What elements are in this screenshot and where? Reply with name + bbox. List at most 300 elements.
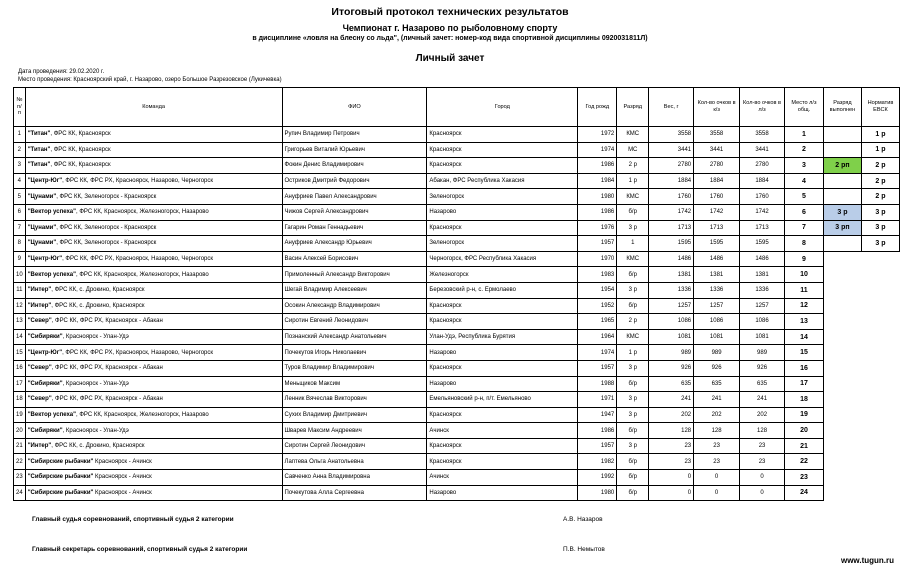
weight-cell: 23 — [649, 454, 694, 470]
empty-cell — [861, 438, 899, 454]
athlete-name-cell: Познанский Александр Анатольевич — [282, 329, 427, 345]
table-row — [14, 392, 900, 408]
championship-title: Чемпионат г. Назарово по рыболовному спорту — [342, 23, 558, 33]
empty-cell — [861, 251, 899, 267]
team-name: "Вектор успеха" — [27, 271, 76, 278]
table-row — [14, 454, 900, 470]
team-cell — [25, 204, 282, 220]
team-cell — [25, 158, 282, 174]
rank-cell: 1 р — [617, 345, 649, 361]
team-name: "Сибиряки" — [27, 427, 63, 434]
secretary-name: П.В. Немытов — [563, 546, 605, 553]
norm-cell: 1 р — [861, 127, 899, 143]
rank-achieved-cell: 2 рп — [823, 158, 861, 174]
athlete-name-cell: Гагарин Роман Геннадьевич — [282, 220, 427, 236]
table-row — [14, 127, 900, 143]
weight-cell: 1760 — [649, 189, 694, 205]
place-cell: 18 — [785, 392, 824, 408]
team-points-cell: 1760 — [694, 189, 740, 205]
city-cell: Емельяновский р-н, п/т. Емельяново — [427, 392, 578, 408]
empty-cell — [823, 251, 861, 267]
team-cell — [25, 251, 282, 267]
weight-cell: 635 — [649, 376, 694, 392]
birth-year-cell: 1988 — [578, 376, 617, 392]
athlete-name-cell: Савченко Анна Владимировна — [282, 470, 427, 486]
athlete-name-cell: Ленник Вячеслав Викторович — [282, 392, 427, 408]
empty-cell — [861, 454, 899, 470]
personal-points-cell: 128 — [740, 423, 785, 439]
norm-cell: 2 р — [861, 189, 899, 205]
birth-year-cell: 1974 — [578, 345, 617, 361]
table-row — [14, 236, 900, 252]
empty-cell — [823, 470, 861, 486]
birth-year-cell: 1957 — [578, 360, 617, 376]
place-cell: 3 — [785, 158, 824, 174]
norm-cell: 3 р — [861, 204, 899, 220]
team-points-cell: 241 — [694, 392, 740, 408]
norm-cell: 2 р — [861, 158, 899, 174]
city-cell: Красноярск — [427, 407, 578, 423]
personal-points-cell: 1486 — [740, 251, 785, 267]
weight-cell: 202 — [649, 407, 694, 423]
column-header: Кол-во очков в л/з — [740, 88, 785, 127]
city-cell: Ачинск — [427, 423, 578, 439]
weight-cell: 0 — [649, 470, 694, 486]
rank-cell: 3 р — [617, 360, 649, 376]
empty-cell — [861, 329, 899, 345]
weight-cell: 1884 — [649, 173, 694, 189]
table-body — [14, 127, 900, 501]
row-number-cell: 18 — [14, 392, 26, 408]
city-cell: Красноярск — [427, 142, 578, 158]
team-details: , ФРС КК, Зеленогорск - Красноярск — [56, 193, 157, 200]
column-header: Разряд выполнен — [823, 88, 861, 127]
empty-cell — [861, 407, 899, 423]
rank-cell: б/р — [617, 267, 649, 283]
place-cell: 20 — [785, 423, 824, 439]
birth-year-cell: 1986 — [578, 204, 617, 220]
team-cell — [25, 360, 282, 376]
personal-points-cell: 1742 — [740, 204, 785, 220]
team-cell — [25, 423, 282, 439]
event-place: Место проведения: Красноярский край, г. Назарово, озеро Большое Разрезовское (Лукичевка) — [18, 77, 282, 83]
team-points-cell: 1486 — [694, 251, 740, 267]
city-cell: Железногорск — [427, 267, 578, 283]
column-header: Место л/з общ. — [785, 88, 824, 127]
birth-year-cell: 1984 — [578, 173, 617, 189]
team-details: , ФРС КК, ФРС РХ, Красноярск - Абакан — [51, 396, 163, 403]
column-header: Норматив ЕВСК — [861, 88, 899, 127]
team-points-cell: 3441 — [694, 142, 740, 158]
personal-points-cell: 1884 — [740, 173, 785, 189]
weight-cell: 1086 — [649, 314, 694, 330]
team-details: , ФРС КК, с. Дрокино, Красноярск — [51, 302, 145, 309]
team-points-cell: 1742 — [694, 204, 740, 220]
table-row — [14, 142, 900, 158]
birth-year-cell: 1952 — [578, 298, 617, 314]
weight-cell: 1742 — [649, 204, 694, 220]
place-cell: 23 — [785, 470, 824, 486]
place-cell: 16 — [785, 360, 824, 376]
weight-cell: 1713 — [649, 220, 694, 236]
row-number-cell: 23 — [14, 470, 26, 486]
results-table — [13, 87, 900, 501]
empty-cell — [823, 298, 861, 314]
row-number-cell: 15 — [14, 345, 26, 361]
birth-year-cell: 1964 — [578, 329, 617, 345]
team-points-cell: 989 — [694, 345, 740, 361]
team-name: "Интер" — [27, 287, 52, 294]
column-header: Вес, г — [649, 88, 694, 127]
place-cell: 24 — [785, 485, 824, 501]
row-number-cell: 22 — [14, 454, 26, 470]
team-name: "Север" — [27, 365, 52, 372]
personal-points-cell: 202 — [740, 407, 785, 423]
team-name: "Интер" — [27, 302, 52, 309]
team-details: , ФРС КК, ФРС РХ, Красноярск, Назарово, Черногорск — [62, 256, 214, 263]
weight-cell: 1257 — [649, 298, 694, 314]
empty-cell — [823, 485, 861, 501]
birth-year-cell: 1972 — [578, 127, 617, 143]
norm-cell: 1 р — [861, 142, 899, 158]
rank-cell: 3 р — [617, 220, 649, 236]
personal-points-cell: 2780 — [740, 158, 785, 174]
column-header: Год рожд — [578, 88, 617, 127]
team-points-cell: 1257 — [694, 298, 740, 314]
section-title: Личный зачет — [415, 53, 485, 64]
athlete-name-cell: Фокин Денис Владимирович — [282, 158, 427, 174]
table-row — [14, 298, 900, 314]
city-cell: Назарово — [427, 376, 578, 392]
place-cell: 17 — [785, 376, 824, 392]
row-number-cell: 21 — [14, 438, 26, 454]
empty-cell — [823, 407, 861, 423]
birth-year-cell: 1957 — [578, 438, 617, 454]
city-cell: Зеленогорск — [427, 236, 578, 252]
team-name: "Вектор успеха" — [27, 411, 76, 418]
team-cell — [25, 438, 282, 454]
birth-year-cell: 1947 — [578, 407, 617, 423]
place-cell: 5 — [785, 189, 824, 205]
city-cell: Улан-Удэ, Республика Бурятия — [427, 329, 578, 345]
table-row — [14, 189, 900, 205]
birth-year-cell: 1980 — [578, 485, 617, 501]
column-header: Команда — [25, 88, 282, 127]
athlete-name-cell: Почекутова Алла Сергеевна — [282, 485, 427, 501]
row-number-cell: 17 — [14, 376, 26, 392]
empty-cell — [823, 360, 861, 376]
row-number-cell: 14 — [14, 329, 26, 345]
city-cell: Красноярск — [427, 314, 578, 330]
rank-achieved-cell — [823, 173, 861, 189]
team-cell — [25, 142, 282, 158]
column-header: № п/п — [14, 88, 26, 127]
team-points-cell: 2780 — [694, 158, 740, 174]
team-name: "Титан" — [27, 146, 51, 153]
team-cell — [25, 127, 282, 143]
column-header: Разряд — [617, 88, 649, 127]
table-row — [14, 173, 900, 189]
team-details: , ФРС КК, Зеленогорск - Красноярск — [56, 240, 157, 247]
norm-cell: 3 р — [861, 236, 899, 252]
team-details: , ФРС КК, Красноярск — [50, 162, 111, 169]
team-name: "Сибиряки" — [27, 334, 63, 341]
column-header: Город — [427, 88, 578, 127]
empty-cell — [861, 345, 899, 361]
team-points-cell: 202 — [694, 407, 740, 423]
rank-cell: 3 р — [617, 407, 649, 423]
table-row — [14, 407, 900, 423]
table-header-row — [14, 88, 900, 127]
rank-achieved-cell — [823, 189, 861, 205]
place-cell: 10 — [785, 267, 824, 283]
rank-cell: КМС — [617, 127, 649, 143]
birth-year-cell: 1970 — [578, 251, 617, 267]
table-row — [14, 158, 900, 174]
team-details: Красноярск - Ачинск — [93, 474, 152, 481]
weight-cell: 1336 — [649, 282, 694, 298]
personal-points-cell: 23 — [740, 438, 785, 454]
team-cell — [25, 376, 282, 392]
athlete-name-cell: Ануфриев Александр Юрьевич — [282, 236, 427, 252]
weight-cell: 926 — [649, 360, 694, 376]
team-points-cell: 635 — [694, 376, 740, 392]
weight-cell: 1595 — [649, 236, 694, 252]
team-cell — [25, 407, 282, 423]
place-cell: 6 — [785, 204, 824, 220]
team-cell — [25, 189, 282, 205]
empty-cell — [823, 282, 861, 298]
team-details: Красноярск - Ачинск — [93, 458, 152, 465]
personal-points-cell: 1257 — [740, 298, 785, 314]
team-points-cell: 1713 — [694, 220, 740, 236]
team-details: Красноярск - Ачинск — [93, 489, 152, 496]
team-name: "Титан" — [27, 131, 51, 138]
team-cell — [25, 392, 282, 408]
team-name: "Цунами" — [27, 240, 57, 247]
weight-cell: 128 — [649, 423, 694, 439]
team-name: "Титан" — [27, 162, 51, 169]
team-name: "Интер" — [27, 443, 52, 450]
empty-cell — [861, 282, 899, 298]
team-details: , ФРС КК, Красноярск, Железногорск, Назарово — [76, 411, 209, 418]
personal-points-cell: 3558 — [740, 127, 785, 143]
birth-year-cell: 1980 — [578, 189, 617, 205]
team-name: "Сибирские рыбачки" — [27, 458, 94, 465]
personal-points-cell: 1336 — [740, 282, 785, 298]
table-row — [14, 329, 900, 345]
rank-achieved-cell — [823, 236, 861, 252]
place-cell: 4 — [785, 173, 824, 189]
place-cell: 7 — [785, 220, 824, 236]
team-name: "Север" — [27, 396, 52, 403]
row-number-cell: 20 — [14, 423, 26, 439]
empty-cell — [861, 376, 899, 392]
team-cell — [25, 282, 282, 298]
team-points-cell: 1336 — [694, 282, 740, 298]
empty-cell — [861, 314, 899, 330]
birth-year-cell: 1957 — [578, 236, 617, 252]
team-name: "Центр-Юг" — [27, 178, 63, 185]
team-details: , ФРС КК, ФРС РХ, Красноярск - Абакан — [51, 365, 163, 372]
rank-cell: б/р — [617, 454, 649, 470]
weight-cell: 3441 — [649, 142, 694, 158]
empty-cell — [823, 423, 861, 439]
team-name: "Центр-Юг" — [27, 256, 63, 263]
rank-cell: б/р — [617, 376, 649, 392]
rank-achieved-cell: 3 р — [823, 204, 861, 220]
team-details: , ФРС КК, Красноярск, Железногорск, Назарово — [76, 271, 209, 278]
judge-name: А.В. Назаров — [563, 516, 603, 523]
weight-cell: 989 — [649, 345, 694, 361]
rank-achieved-cell — [823, 127, 861, 143]
team-points-cell: 128 — [694, 423, 740, 439]
rank-cell: 3 р — [617, 392, 649, 408]
team-details: , ФРС КК, ФРС РХ, Красноярск - Абакан — [51, 318, 163, 325]
athlete-name-cell: Сиротин Евгений Леонидович — [282, 314, 427, 330]
weight-cell: 1486 — [649, 251, 694, 267]
team-points-cell: 926 — [694, 360, 740, 376]
city-cell: Назарово — [427, 204, 578, 220]
discipline-line: в дисциплине «ловля на блесну со льда", (личный зачет: номер-код вида спортивной дисциплины 0920031811Л) — [252, 35, 648, 42]
birth-year-cell: 1965 — [578, 314, 617, 330]
athlete-name-cell: Ануфриев Павел Александрович — [282, 189, 427, 205]
athlete-name-cell: Остриков Дмитрий Федорович — [282, 173, 427, 189]
rank-cell: б/р — [617, 423, 649, 439]
row-number-cell: 6 — [14, 204, 26, 220]
team-name: "Сибиряки" — [27, 380, 63, 387]
row-number-cell: 12 — [14, 298, 26, 314]
city-cell: Назарово — [427, 345, 578, 361]
table-row — [14, 204, 900, 220]
rank-cell: 2 р — [617, 158, 649, 174]
city-cell: Ачинск — [427, 470, 578, 486]
place-cell: 1 — [785, 127, 824, 143]
row-number-cell: 3 — [14, 158, 26, 174]
watermark: www.tugun.ru — [840, 556, 894, 565]
personal-points-cell: 1381 — [740, 267, 785, 283]
athlete-name-cell: Лаптева Ольга Анатольевна — [282, 454, 427, 470]
rank-cell: б/р — [617, 470, 649, 486]
personal-points-cell: 1086 — [740, 314, 785, 330]
personal-points-cell: 1081 — [740, 329, 785, 345]
empty-cell — [861, 392, 899, 408]
team-points-cell: 23 — [694, 454, 740, 470]
rank-cell: 3 р — [617, 282, 649, 298]
empty-cell — [861, 360, 899, 376]
city-cell: Абакан, ФРС Республика Хакасия — [427, 173, 578, 189]
rank-cell: 1 р — [617, 173, 649, 189]
rank-cell: КМС — [617, 329, 649, 345]
place-cell: 9 — [785, 251, 824, 267]
team-cell — [25, 236, 282, 252]
city-cell: Зеленогорск — [427, 189, 578, 205]
team-cell — [25, 454, 282, 470]
table-row — [14, 376, 900, 392]
athlete-name-cell: Туров Владимир Владимирович — [282, 360, 427, 376]
empty-cell — [861, 298, 899, 314]
table-row — [14, 267, 900, 283]
personal-points-cell: 989 — [740, 345, 785, 361]
team-details: , ФРС КК, с. Дрокино, Красноярск — [51, 287, 145, 294]
weight-cell: 23 — [649, 438, 694, 454]
team-points-cell: 1086 — [694, 314, 740, 330]
team-cell — [25, 329, 282, 345]
team-cell — [25, 267, 282, 283]
team-cell — [25, 470, 282, 486]
city-cell: Черногорск, ФРС Республика Хакасия — [427, 251, 578, 267]
team-name: "Цунами" — [27, 193, 57, 200]
team-name: "Сибирские рыбачки" — [27, 489, 94, 496]
table-row — [14, 470, 900, 486]
city-cell: Березовский р-н, с. Ермолаево — [427, 282, 578, 298]
team-points-cell: 1595 — [694, 236, 740, 252]
birth-year-cell: 1983 — [578, 267, 617, 283]
empty-cell — [823, 438, 861, 454]
rank-cell: КМС — [617, 189, 649, 205]
city-cell: Красноярск — [427, 454, 578, 470]
weight-cell: 241 — [649, 392, 694, 408]
weight-cell: 0 — [649, 485, 694, 501]
weight-cell: 1081 — [649, 329, 694, 345]
athlete-name-cell: Меньщиков Максим — [282, 376, 427, 392]
birth-year-cell: 1986 — [578, 158, 617, 174]
table-row — [14, 423, 900, 439]
personal-points-cell: 0 — [740, 485, 785, 501]
city-cell: Красноярск — [427, 127, 578, 143]
empty-cell — [823, 376, 861, 392]
table-row — [14, 485, 900, 501]
rank-cell: б/р — [617, 485, 649, 501]
table-row — [14, 220, 900, 236]
athlete-name-cell: Сухих Владимир Дмитриевич — [282, 407, 427, 423]
weight-cell: 1381 — [649, 267, 694, 283]
team-cell — [25, 173, 282, 189]
team-points-cell: 0 — [694, 485, 740, 501]
birth-year-cell: 1986 — [578, 423, 617, 439]
rank-cell: 2 р — [617, 314, 649, 330]
athlete-name-cell: Рупич Владимир Петрович — [282, 127, 427, 143]
personal-points-cell: 0 — [740, 470, 785, 486]
city-cell: Красноярск — [427, 360, 578, 376]
table-row — [14, 360, 900, 376]
team-cell — [25, 220, 282, 236]
column-header: ФИО — [282, 88, 427, 127]
rank-cell: 1 — [617, 236, 649, 252]
table-row — [14, 314, 900, 330]
place-cell: 19 — [785, 407, 824, 423]
athlete-name-cell: Примоленный Александр Викторович — [282, 267, 427, 283]
row-number-cell: 24 — [14, 485, 26, 501]
empty-cell — [823, 454, 861, 470]
rank-cell: б/р — [617, 298, 649, 314]
team-details: , ФРС КК, Красноярск, Железногорск, Назарово — [76, 209, 209, 216]
birth-year-cell: 1954 — [578, 282, 617, 298]
team-points-cell: 23 — [694, 438, 740, 454]
rank-cell: б/р — [617, 204, 649, 220]
athlete-name-cell: Сиротин Сергей Леонидович — [282, 438, 427, 454]
team-points-cell: 1884 — [694, 173, 740, 189]
row-number-cell: 8 — [14, 236, 26, 252]
table-row — [14, 251, 900, 267]
athlete-name-cell: Шегай Владимир Алексеевич — [282, 282, 427, 298]
team-points-cell: 1081 — [694, 329, 740, 345]
birth-year-cell: 1982 — [578, 454, 617, 470]
athlete-name-cell: Васин Алексей Борисович — [282, 251, 427, 267]
team-name: "Центр-Юг" — [27, 349, 63, 356]
city-cell: Красноярск — [427, 438, 578, 454]
empty-cell — [861, 267, 899, 283]
